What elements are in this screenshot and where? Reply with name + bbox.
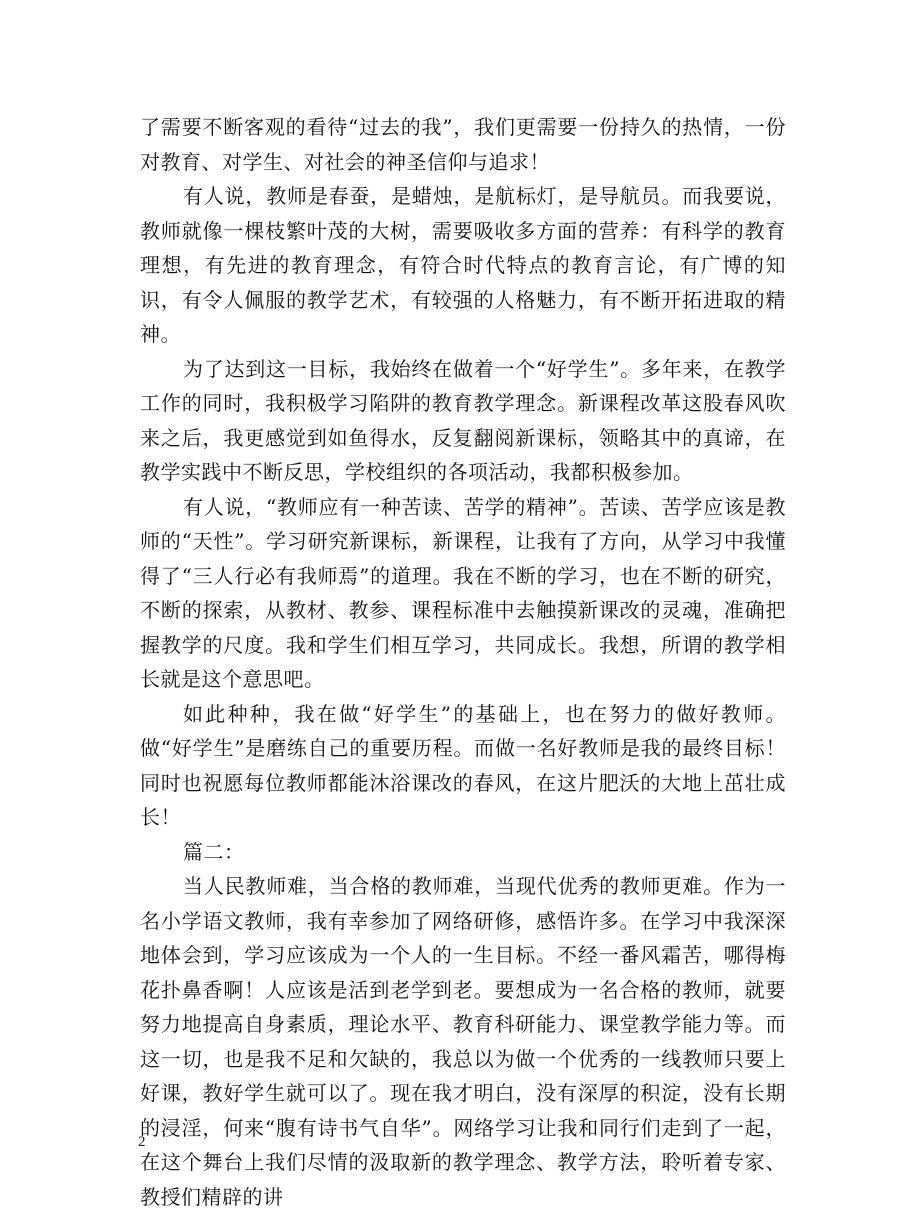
paragraph: 当人民教师难，当合格的教师难，当现代优秀的教师更难。作为一名小学语文教师，我有幸参加了网络研修，感悟许多。在学习中我深深地体会到，学习应该成为一个人的一生目标。不经一番风霜苦，哪得梅花扑鼻香啊！人应该是活到老学到老。要想成为一名合格的教师，就要努力地提高自身素质，理论水平、教育科研能力、课堂教学能力等。而这一切，也是我不足和欠缺的，我总以为做一个优秀的一线教师只要上好课，教好学生就可以了。现在我才明白，没有深厚的积淀，没有长期的浸淫，何来“腹有诗书气自华”。网络学习让我和同行们走到了一起，在这个舞台上我们尽情的汲取新的教学理念、教学方法，聆听着专家、教授们精辟的讲 [140,874,786,1209]
paragraph: 有人说，“教师应有一种苦读、苦学的精神”。苦读、苦学应该是教师的“天性”。学习研究新课标，新课程，让我有了方向，从学习中我懂得了“三人行必有我师焉”的道理。我在不断的学习，也在不断的研究，不断的探索，从教材、教参、课程标准中去触摸新课改的灵魂，准确把握教学的尺度。我和学生们相互学习，共同成长。我想，所谓的教学相长就是这个意思吧。 [140,494,786,691]
paragraph-continued: 了需要不断客观的看待“过去的我”，我们更需要一份持久的热情，一份对教育、对学生、对社会的神圣信仰与追求！ [140,115,786,174]
section-heading: 篇二： [183,839,245,864]
paragraph: 有人说，教师是春蚕，是蜡烛，是航标灯，是导航员。而我要说，教师就像一棵枝繁叶茂的大树，需要吸收多方面的营养：有科学的教育理想，有先进的教育理念，有符合时代特点的教育言论，有广博的知识，有令人佩服的教学艺术，有较强的人格魅力，有不断开拓进取的精神。 [140,184,786,346]
document-body [140,110,786,1214]
page-number: 2 [138,1134,146,1150]
paragraph: 如此种种，我在做“好学生”的基础上，也在努力的做好教师。做“好学生”是磨练自己的重要历程。而做一名好教师是我的最终目标！同时也祝愿每位教师都能沐浴课改的春风，在这片肥沃的大地上茁壮成长！ [140,701,786,829]
paragraph: 为了达到这一目标，我始终在做着一个“好学生”。多年来，在教学工作的同时，我积极学习陷阱的教育教学理念。新课程改革这股春风吹来之后，我更感觉到如鱼得水，反复翻阅新课标，领略其中的真谛，在教学实践中不断反思，学校组织的各项活动，我都积极参加。 [140,356,786,484]
